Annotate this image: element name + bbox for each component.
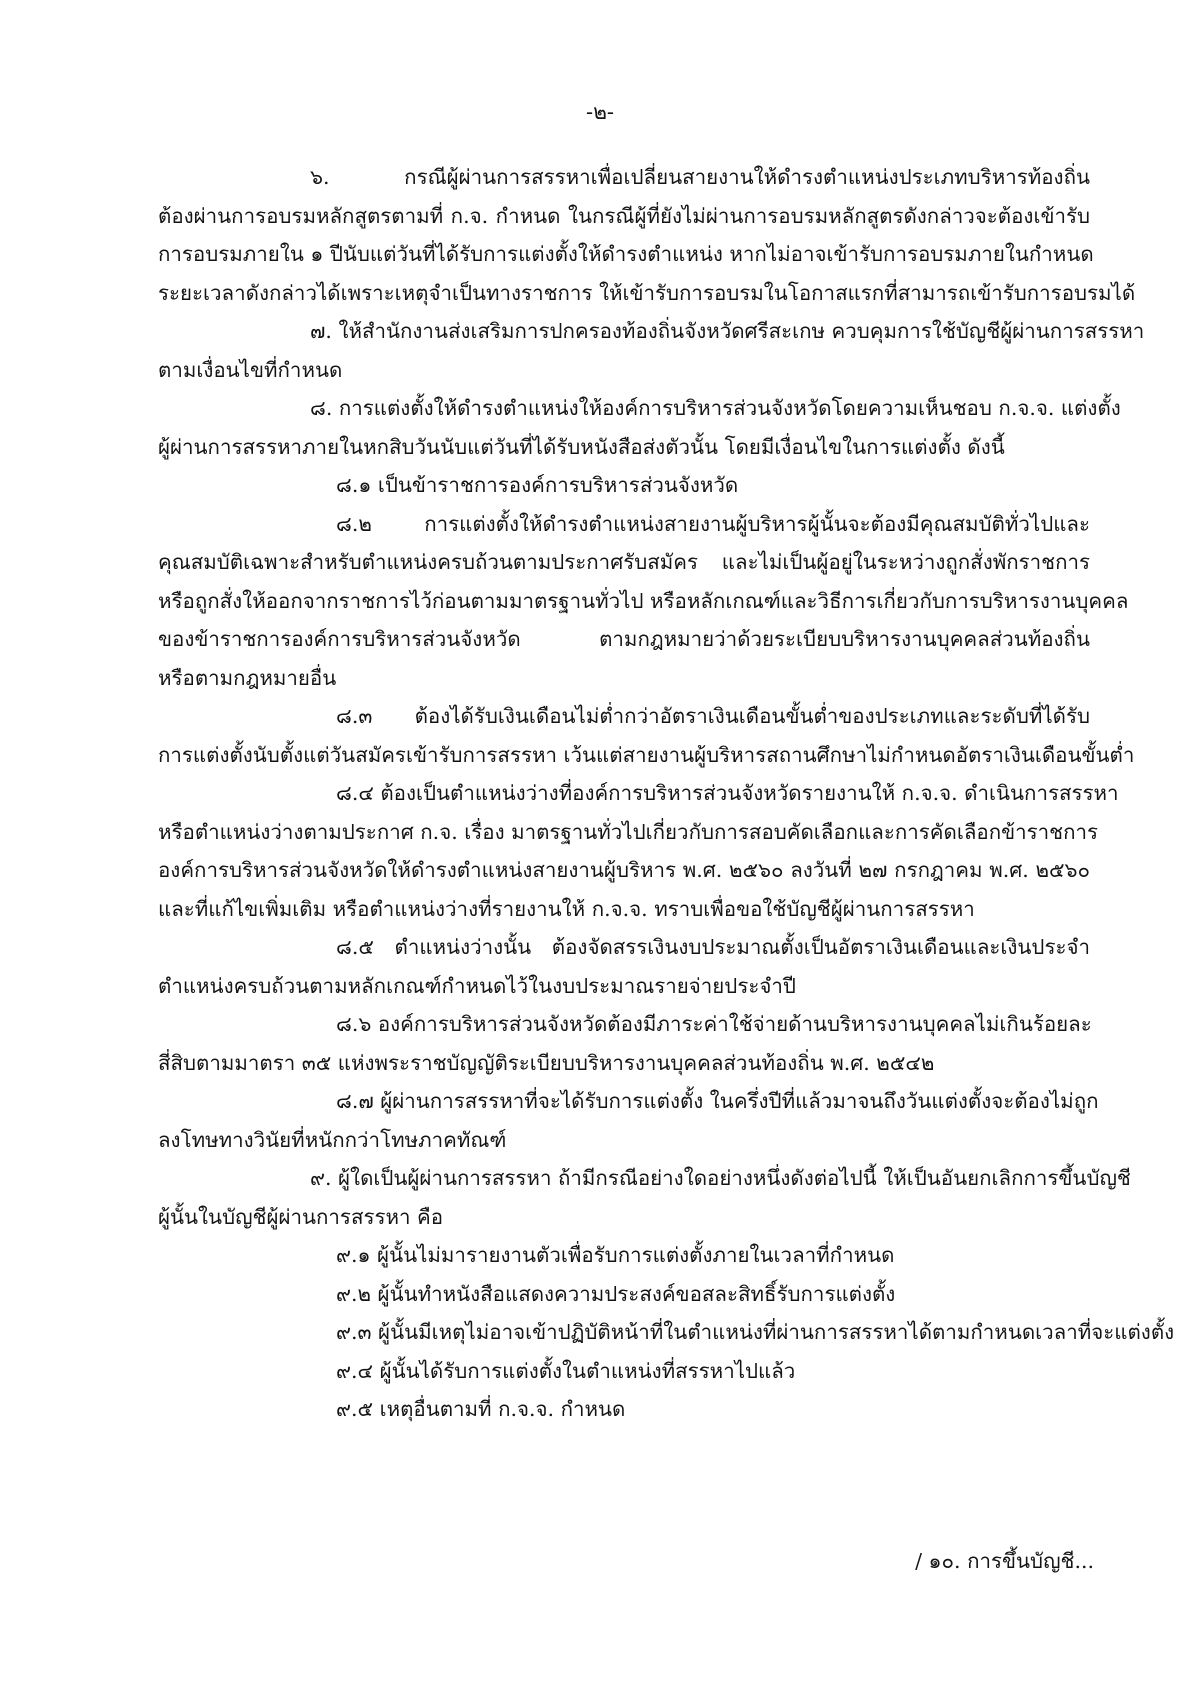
document-body: [158, 158, 1175, 1429]
clause-8-2-line: ๘.๒ การแต่งตั้งให้ดำรงตำแหน่งสายงานผู้บริหารผู้นั้นจะต้องมีคุณสมบัติทั่วไปและ: [336, 511, 1090, 536]
clause-8-3-line: ๘.๓ ต้องได้รับเงินเดือนไม่ต่ำกว่าอัตราเงินเดือนขั้นต่ำของประเภทและระดับที่ได้รับ: [336, 704, 1090, 728]
page-number: -๒-: [585, 100, 615, 124]
clause-8-4-line: องค์การบริหารส่วนจังหวัดให้ดำรงตำแหน่งสายงานผู้บริหาร พ.ศ. ๒๕๖๐ ลงวันที่ ๒๗ กรกฎาคม พ.ศ. ๒๕๖๐: [158, 858, 1090, 882]
clause-8-4-line: ๘.๔ ต้องเป็นตำแหน่งว่างที่องค์การบริหารส่วนจังหวัดรายงานให้ ก.จ.จ. ดำเนินการสรรหา: [336, 781, 1119, 805]
clause-8-4-line: และที่แก้ไขเพิ่มเติม หรือตำแหน่งว่างที่รายงานให้ ก.จ.จ. ทราบเพื่อขอใช้บัญชีผู้ผ่านการสรรหา: [158, 896, 975, 921]
clause-8-5-line: ๘.๕ ตำแหน่งว่างนั้น ต้องจัดสรรเงินงบประมาณตั้งเป็นอัตราเงินเดือนและเงินประจำ: [336, 935, 1090, 959]
clause-9-5-line: ๙.๕ เหตุอื่นตามที่ ก.จ.จ. กำหนด: [336, 1397, 626, 1421]
clause-8-line: ๘. การแต่งตั้งให้ดำรงตำแหน่งให้องค์การบริหารส่วนจังหวัดโดยความเห็นชอบ ก.จ.จ. แต่งตั้ง: [310, 396, 1121, 420]
clause-9-line: ผู้นั้นในบัญชีผู้ผ่านการสรรหา คือ: [158, 1204, 444, 1229]
clause-9-3-line: ๙.๓ ผู้นั้นมีเหตุไม่อาจเข้าปฏิบัติหน้าที่ในตำแหน่งที่ผ่านการสรรหาได้ตามกำหนดเวลาที่จะแต่งตั้ง: [336, 1320, 1175, 1344]
clause-8-5-line: ตำแหน่งครบถ้วนตามหลักเกณฑ์กำหนดไว้ในงบประมาณรายจ่ายประจำปี: [158, 973, 796, 998]
clause-8-2-line: ของข้าราชการองค์การบริหารส่วนจังหวัด ตามกฎหมายว่าด้วยระเบียบบริหารงานบุคคลส่วนท้องถิ่น: [158, 627, 1090, 651]
clause-8-2-line: หรือถูกสั่งให้ออกจากราชการไว้ก่อนตามมาตรฐานทั่วไป หรือหลักเกณฑ์และวิธีการเกี่ยวกับการบริหารงานบุคคล: [158, 588, 1129, 613]
clause-8-1-line: ๘.๑ เป็นข้าราชการองค์การบริหารส่วนจังหวัด: [336, 473, 739, 497]
clause-8-7-line: ๘.๗ ผู้ผ่านการสรรหาที่จะได้รับการแต่งตั้ง ในครึ่งปีที่แล้วมาจนถึงวันแต่งตั้งจะต้องไม่ถูก: [336, 1089, 1099, 1113]
clause-9-2-line: ๙.๒ ผู้นั้นทำหนังสือแสดงความประสงค์ขอสละสิทธิ์รับการแต่งตั้ง: [336, 1281, 896, 1306]
clause-6-line: ๖. กรณีผู้ผ่านการสรรหาเพื่อเปลี่ยนสายงานให้ดำรงตำแหน่งประเภทบริหารท้องถิ่น: [310, 165, 1090, 189]
continuation-note: / ๑๐. การขึ้นบัญชี...: [915, 1549, 1094, 1573]
clause-7-line: ๗. ให้สำนักงานส่งเสริมการปกครองท้องถิ่นจังหวัดศรีสะเกษ ควบคุมการใช้บัญชีผู้ผ่านการสรรหา: [310, 319, 1145, 343]
clause-9-4-line: ๙.๔ ผู้นั้นได้รับการแต่งตั้งในตำแหน่งที่สรรหาไปแล้ว: [336, 1358, 796, 1383]
clause-8-4-line: หรือตำแหน่งว่างตามประกาศ ก.จ. เรื่อง มาตรฐานทั่วไปเกี่ยวกับการสอบคัดเลือกและการคัดเลือกข้าราชการ: [158, 819, 1099, 844]
clause-9-line: ๙. ผู้ใดเป็นผู้ผ่านการสรรหา ถ้ามีกรณีอย่างใดอย่างหนึ่งดังต่อไปนี้ ให้เป็นอันยกเลิกการขึ้นบัญชี: [310, 1166, 1131, 1190]
clause-9-1-line: ๙.๑ ผู้นั้นไม่มารายงานตัวเพื่อรับการแต่งตั้งภายในเวลาที่กำหนด: [336, 1243, 895, 1267]
clause-8-7-line: ลงโทษทางวินัยที่หนักกว่าโทษภาคทัณฑ์: [158, 1127, 507, 1152]
clause-7-line: ตามเงื่อนไขที่กำหนด: [158, 357, 343, 382]
clause-8-6-line: สี่สิบตามมาตรา ๓๕ แห่งพระราชบัญญัติระเบียบบริหารงานบุคคลส่วนท้องถิ่น พ.ศ. ๒๕๔๒: [158, 1050, 935, 1075]
clause-6-line: ระยะเวลาดังกล่าวได้เพราะเหตุจำเป็นทางราชการ ให้เข้ารับการอบรมในโอกาสแรกที่สามารถเข้ารับการอบรมได้: [158, 280, 1136, 305]
clause-6-line: ต้องผ่านการอบรมหลักสูตรตามที่ ก.จ. กำหนด ในกรณีผู้ที่ยังไม่ผ่านการอบรมหลักสูตรดังกล่าวจะต้องเข้ารับ: [158, 203, 1090, 228]
clause-8-line: ผู้ผ่านการสรรหาภายในหกสิบวันนับแต่วันที่ได้รับหนังสือส่งตัวนั้น โดยมีเงื่อนไขในการแต่งตั้ง ดังนี้: [158, 434, 1005, 459]
clause-8-6-line: ๘.๖ องค์การบริหารส่วนจังหวัดต้องมีภาระค่าใช้จ่ายด้านบริหารงานบุคคลไม่เกินร้อยละ: [336, 1012, 1092, 1036]
clause-8-2-line: หรือตามกฎหมายอื่น: [158, 665, 337, 690]
clause-8-3-line: การแต่งตั้งนับตั้งแต่วันสมัครเข้ารับการสรรหา เว้นแต่สายงานผู้บริหารสถานศึกษาไม่กำหนดอัตราเงินเดือนขั้นต่ำ: [158, 742, 1135, 767]
clause-6-line: การอบรมภายใน ๑ ปีนับแต่วันที่ได้รับการแต่งตั้งให้ดำรงตำแหน่ง หากไม่อาจเข้ารับการอบรมภายในกำหนด: [158, 242, 1094, 266]
clause-8-2-line: คุณสมบัติเฉพาะสำหรับตำแหน่งครบถ้วนตามประกาศรับสมัคร และไม่เป็นผู้อยู่ในระหว่างถูกสั่งพักราชการ: [158, 550, 1090, 574]
